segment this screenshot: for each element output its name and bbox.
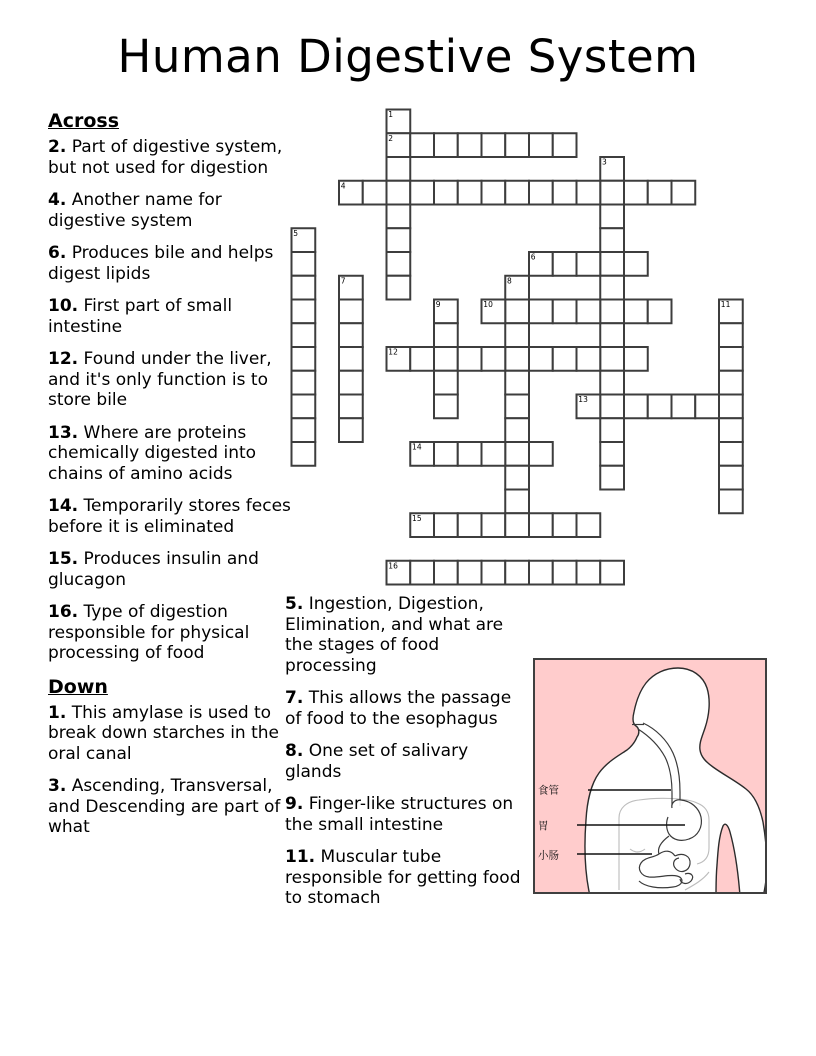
- crossword-cell[interactable]: [410, 133, 434, 157]
- crossword-cell[interactable]: [410, 347, 434, 371]
- clue-1-down: 1. This amylase is used to break down starches in the oral canal: [48, 702, 280, 764]
- clue-number: 12.: [48, 349, 79, 369]
- crossword-cell[interactable]: [292, 395, 316, 419]
- crossword-cell[interactable]: [434, 323, 458, 347]
- crossword-cell[interactable]: [458, 561, 482, 585]
- crossword-cell[interactable]: [577, 252, 601, 276]
- crossword-cell[interactable]: [719, 347, 743, 371]
- crossword-cell[interactable]: [292, 323, 316, 347]
- crossword-cell[interactable]: [719, 395, 743, 419]
- crossword-cell[interactable]: [695, 395, 719, 419]
- clue-number: 15.: [48, 549, 79, 569]
- crossword-cell[interactable]: [553, 181, 577, 205]
- crossword-cell[interactable]: [387, 181, 411, 205]
- crossword-cell[interactable]: [482, 561, 506, 585]
- crossword-cell[interactable]: [505, 371, 529, 395]
- grid-number-7: 7: [340, 276, 346, 286]
- crossword-cell[interactable]: [458, 133, 482, 157]
- crossword-cell[interactable]: [577, 513, 601, 537]
- clue-9-down: 9. Finger-like structures on the small intestine: [285, 794, 514, 835]
- crossword-cell[interactable]: [600, 252, 624, 276]
- clue-16-across: 16. Type of digestion responsible for physical processing of food: [48, 602, 250, 663]
- crossword-cell[interactable]: [410, 181, 434, 205]
- crossword-cell[interactable]: [387, 157, 411, 181]
- clue-14-across: 14. Temporarily stores feces before it is eliminated: [48, 496, 291, 537]
- crossword-cell[interactable]: [434, 347, 458, 371]
- across-heading: Across: [48, 110, 120, 132]
- crossword-cell[interactable]: [387, 228, 411, 252]
- grid-number-14: 14: [412, 442, 422, 452]
- crossword-cell[interactable]: [529, 347, 553, 371]
- grid-number-5: 5: [293, 228, 299, 238]
- crossword-cell[interactable]: [719, 323, 743, 347]
- crossword-cell[interactable]: [434, 395, 458, 419]
- figure-label-small-intestine: 小肠: [538, 849, 559, 862]
- crossword-cell[interactable]: [505, 181, 529, 205]
- clue-number: 14.: [48, 496, 79, 516]
- crossword-cell[interactable]: [387, 276, 411, 300]
- crossword-cell[interactable]: [292, 371, 316, 395]
- crossword-cell[interactable]: [577, 561, 601, 585]
- clue-number: 9.: [285, 794, 304, 814]
- crossword-cell[interactable]: [387, 205, 411, 229]
- clue-3-down: 3. Ascending, Transversal, and Descending are part of what: [48, 776, 281, 837]
- crossword-cell[interactable]: [339, 347, 363, 371]
- crossword-cell[interactable]: [600, 323, 624, 347]
- crossword-cell[interactable]: [600, 442, 624, 466]
- crossword-cell[interactable]: [434, 513, 458, 537]
- crossword-cell[interactable]: [505, 442, 529, 466]
- crossword-cell[interactable]: [553, 133, 577, 157]
- digestive-figure: [533, 658, 767, 894]
- crossword-cell[interactable]: [529, 133, 553, 157]
- crossword-cell[interactable]: [292, 300, 316, 324]
- crossword-cell[interactable]: [648, 395, 672, 419]
- crossword-cell[interactable]: [292, 418, 316, 442]
- crossword-cell[interactable]: [529, 181, 553, 205]
- crossword-cell[interactable]: [529, 513, 553, 537]
- crossword-cell[interactable]: [600, 205, 624, 229]
- crossword-cell[interactable]: [600, 418, 624, 442]
- crossword-cell[interactable]: [292, 276, 316, 300]
- crossword-cell[interactable]: [505, 323, 529, 347]
- clue-number: 6.: [48, 243, 67, 263]
- crossword-cell[interactable]: [553, 252, 577, 276]
- clue-11-down: 11. Muscular tube responsible for getting food to stomach: [285, 847, 521, 908]
- grid-number-16: 16: [388, 561, 398, 571]
- clue-15-across: 15. Produces insulin and glucagon: [48, 549, 259, 590]
- crossword-cell[interactable]: [505, 133, 529, 157]
- crossword-cell[interactable]: [719, 490, 743, 514]
- crossword-cell[interactable]: [600, 466, 624, 490]
- crossword-cell[interactable]: [529, 300, 553, 324]
- crossword-cell[interactable]: [600, 395, 624, 419]
- crossword-cell[interactable]: [482, 133, 506, 157]
- clue-number: 3.: [48, 776, 67, 796]
- clue-8-down: 8. One set of salivary glands: [285, 741, 469, 782]
- clue-4-across: 4. Another name for digestive system: [48, 190, 222, 231]
- grid-number-13: 13: [578, 395, 588, 405]
- figure-label-esophagus: 食管: [538, 784, 559, 797]
- crossword-cell[interactable]: [505, 395, 529, 419]
- clue-number: 10.: [48, 296, 79, 316]
- clues-middle-column: [285, 594, 525, 921]
- crossword-cell[interactable]: [624, 300, 648, 324]
- crossword-cell[interactable]: [339, 418, 363, 442]
- crossword-cell[interactable]: [505, 466, 529, 490]
- clue-number: 5.: [285, 594, 304, 614]
- crossword-cell[interactable]: [600, 276, 624, 300]
- grid-number-15: 15: [412, 513, 422, 523]
- clue-number: 16.: [48, 602, 79, 622]
- crossword-cell[interactable]: [672, 181, 696, 205]
- grid-number-3: 3: [602, 157, 607, 167]
- crossword-cell[interactable]: [719, 371, 743, 395]
- clue-number: 2.: [48, 137, 67, 157]
- crossword-cell[interactable]: [458, 181, 482, 205]
- crossword-cell[interactable]: [553, 347, 577, 371]
- grid-number-9: 9: [435, 300, 441, 310]
- crossword-cell[interactable]: [719, 466, 743, 490]
- crossword-cell[interactable]: [505, 347, 529, 371]
- page-title: Human Digestive System: [117, 30, 699, 83]
- crossword-cell[interactable]: [505, 300, 529, 324]
- crossword-cell[interactable]: [648, 300, 672, 324]
- clue-10-across: 10. First part of small intestine: [48, 296, 233, 337]
- crossword-cell[interactable]: [600, 300, 624, 324]
- crossword-cell[interactable]: [292, 347, 316, 371]
- digestive-figure-art: [535, 660, 765, 892]
- crossword-cell[interactable]: [577, 300, 601, 324]
- crossword-cell[interactable]: [719, 442, 743, 466]
- clue-12-across: 12. Found under the liver, and it's only function is to store bile: [48, 349, 272, 410]
- crossword-cell[interactable]: [600, 347, 624, 371]
- crossword-cell[interactable]: [434, 181, 458, 205]
- crossword-cell[interactable]: [624, 252, 648, 276]
- crossword-cell[interactable]: [339, 371, 363, 395]
- clue-number: 11.: [285, 847, 316, 867]
- grid-number-4: 4: [340, 181, 346, 191]
- clue-number: 1.: [48, 702, 67, 723]
- crossword-cell[interactable]: [577, 181, 601, 205]
- grid-number-1: 1: [388, 110, 394, 120]
- crossword-cell[interactable]: [458, 347, 482, 371]
- crossword-cell[interactable]: [719, 418, 743, 442]
- crossword-cell[interactable]: [458, 513, 482, 537]
- crossword-cell[interactable]: [363, 181, 387, 205]
- crossword-cell[interactable]: [529, 561, 553, 585]
- crossword-cell[interactable]: [553, 300, 577, 324]
- crossword-cell[interactable]: [672, 395, 696, 419]
- crossword-cell[interactable]: [339, 323, 363, 347]
- clue-5-down: 5. Ingestion, Digestion, Elimination, and what are the stages of food processing: [285, 594, 504, 676]
- clue-number: 8.: [285, 741, 304, 761]
- down-clue-list-left: [48, 703, 291, 838]
- crossword-cell[interactable]: [292, 252, 316, 276]
- crossword-cell[interactable]: [482, 513, 506, 537]
- crossword-cell[interactable]: [648, 181, 672, 205]
- down-clue-list-middle: [285, 594, 525, 909]
- grid-number-2: 2: [388, 133, 394, 143]
- crossword-cell[interactable]: [600, 561, 624, 585]
- grid-number-12: 12: [388, 347, 398, 357]
- clue-number: 7.: [285, 688, 304, 708]
- crossword-cell[interactable]: [624, 395, 648, 419]
- crossword-cell[interactable]: [600, 181, 624, 205]
- crossword-cell[interactable]: [434, 133, 458, 157]
- human-body-outline: [585, 668, 765, 892]
- clue-number: 4.: [48, 190, 67, 210]
- crossword-cell[interactable]: [553, 513, 577, 537]
- clue-13-across: 13. Where are proteins chemically digested into chains of amino acids: [48, 422, 257, 484]
- clue-7-down: 7. This allows the passage of food to the esophagus: [285, 688, 512, 729]
- crossword-cell[interactable]: [529, 442, 553, 466]
- clue-number: 13.: [48, 422, 79, 443]
- crossword-cell[interactable]: [600, 228, 624, 252]
- crossword-cell[interactable]: [505, 418, 529, 442]
- crossword-cell[interactable]: [553, 561, 577, 585]
- crossword-cell[interactable]: [387, 252, 411, 276]
- crossword-cell[interactable]: [577, 347, 601, 371]
- crossword-cell[interactable]: [624, 347, 648, 371]
- crossword-cell[interactable]: [434, 442, 458, 466]
- crossword-cell[interactable]: [482, 181, 506, 205]
- crossword-cell[interactable]: [410, 561, 434, 585]
- down-heading: Down: [48, 675, 108, 698]
- crossword-cell[interactable]: [624, 181, 648, 205]
- grid-number-11: 11: [720, 300, 731, 310]
- crossword-cell[interactable]: [292, 442, 316, 466]
- crossword-grid: [290, 108, 744, 590]
- crossword-cell[interactable]: [458, 442, 482, 466]
- across-clue-list: [48, 137, 291, 664]
- grid-number-10: 10: [483, 300, 493, 310]
- grid-number-6: 6: [530, 252, 536, 262]
- crossword-cell[interactable]: [600, 371, 624, 395]
- crossword-cell[interactable]: [339, 300, 363, 324]
- clues-left-column: [48, 110, 291, 850]
- crossword-cell[interactable]: [505, 561, 529, 585]
- crossword-cell[interactable]: [505, 513, 529, 537]
- crossword-cell[interactable]: [434, 561, 458, 585]
- crossword-cell[interactable]: [482, 347, 506, 371]
- crossword-cell[interactable]: [434, 371, 458, 395]
- crossword-cell[interactable]: [482, 442, 506, 466]
- crossword-cell[interactable]: [339, 395, 363, 419]
- clue-2-across: 2. Part of digestive system, but not used for digestion: [48, 137, 283, 178]
- clue-6-across: 6. Produces bile and helps digest lipids: [48, 243, 274, 284]
- crossword-cell[interactable]: [505, 490, 529, 514]
- figure-label-stomach: 胃: [538, 820, 549, 832]
- grid-number-8: 8: [507, 276, 512, 286]
